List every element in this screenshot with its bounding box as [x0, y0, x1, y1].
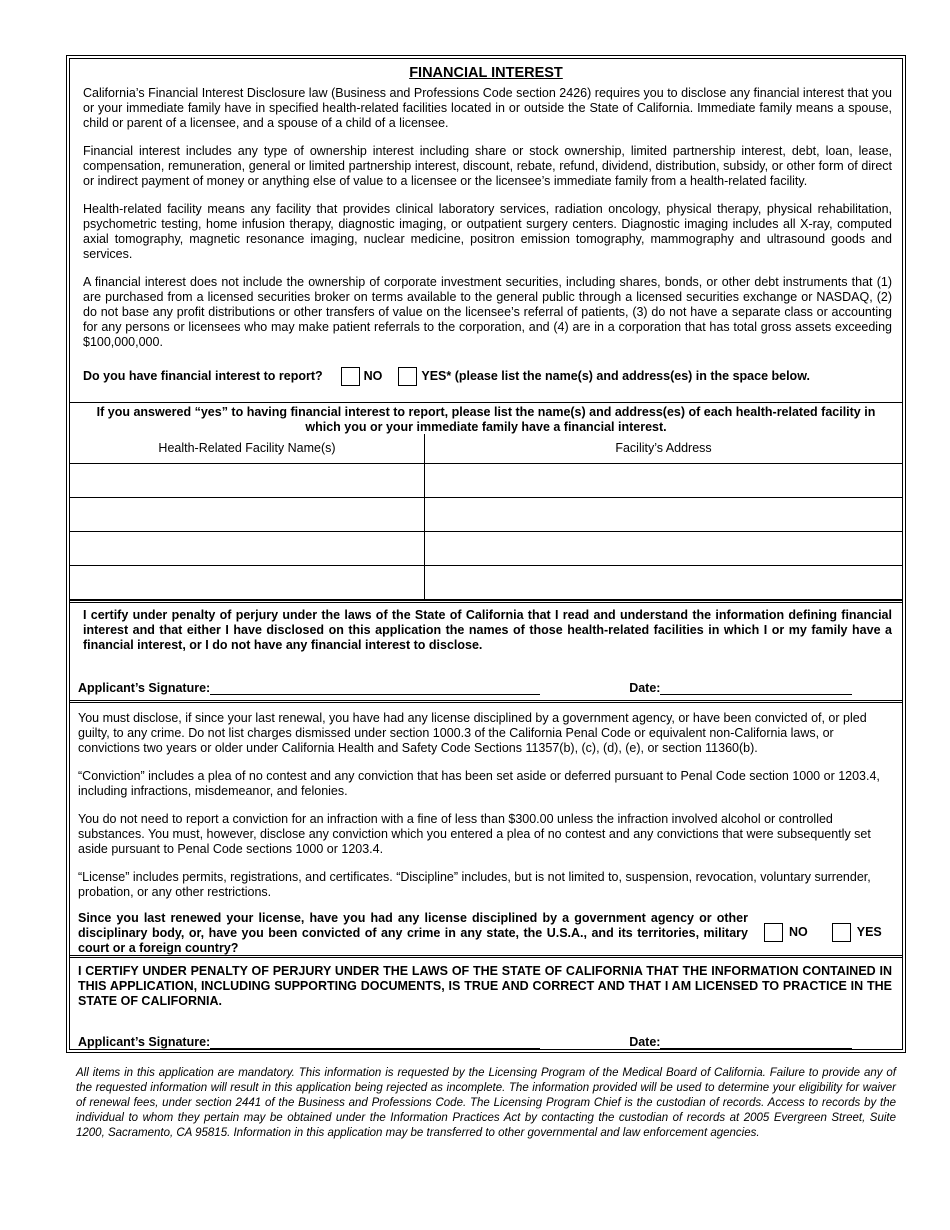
facility-name-header: Health-Related Facility Name(s) [70, 434, 425, 463]
signature-row-2 [78, 1034, 902, 1050]
question1-yes-checkbox[interactable] [398, 367, 417, 386]
question1-row [83, 364, 902, 388]
question1-yes-label: YES* (please list the name(s) and address(es) in the space below. [421, 369, 810, 383]
intro-paragraph-2: Financial interest includes any type of ownership interest including share or stock ownership, limited partnership interest, debt, loan, lease, compensation, remuneration, general or limited partnership interest, discount, rebate, refund, dividend, distribution, subsidy, or other form of direct or indirect payment of money or anything else of value to a licensee or the licensee’s immediate family from a health-related facility. [83, 144, 892, 188]
facility-address-cell[interactable] [425, 531, 903, 565]
facility-address-cell[interactable] [425, 565, 903, 599]
question2-text-block [78, 911, 748, 956]
date-line-2[interactable] [660, 1035, 852, 1049]
disclosure-paragraph-3: You do not need to report a conviction for an infraction with a fine of less than $300.00 unless the infraction involved alcohol or controlled substances. You must, however, disclose any conviction which you entered a plea of no contest and any convictions that were subsequently set aside pursuant to Penal Code sections 1000 or 1203.4. [78, 812, 871, 856]
certification-2-section [70, 955, 902, 1049]
signature-line-2[interactable] [210, 1035, 540, 1049]
table-row [70, 531, 902, 565]
disclosure-paragraph-2: “Conviction” includes a plea of no contest and any conviction that has been set aside or deferred pursuant to Penal Code section 1000 or 1203.4, including infractions, misdemeanor, and felonies. [78, 769, 880, 798]
disclosure-paragraph-1: You must disclose, if since your last renewal, you have had any license disciplined by a government agency, or have been convicted of, or pled guilty, to any crime. Do not list charges dismissed under section 1000.3 of the California Penal Code or equivalent non-California laws, or convictions two years or older under California Health and Safety Code Sections 11357(b), (c), (d), (e), or section 11360(b). [78, 711, 867, 755]
facility-name-cell[interactable] [70, 463, 425, 497]
certification-2-text: I CERTIFY UNDER PENALTY OF PERJURY UNDER THE LAWS OF THE STATE OF CALIFORNIA THAT THE INFORMATION CONTAINED IN THIS APPLICATION, INCLUDING SUPPORTING DOCUMENTS, IS TRUE AND CORRECT AND THAT I AM LICENSED TO PRACTICE IN THE STATE OF CALIFORNIA. [78, 964, 892, 1008]
certification-1-text: I certify under penalty of perjury under the laws of the State of California that I read and understand the information defining financial interest and that either I have disclosed on this application the names of those health-related facilities in which I or my family have a financial interest, or I do not have any financial interest to disclose. [83, 608, 892, 652]
list-instructions-section [70, 402, 902, 437]
question2-options [764, 921, 902, 943]
date-line-1[interactable] [660, 681, 852, 695]
facility-address-cell[interactable] [425, 463, 903, 497]
facility-address-header: Facility’s Address [425, 434, 903, 463]
facility-name-cell[interactable] [70, 531, 425, 565]
table-row [70, 463, 902, 497]
intro-paragraph-4: A financial interest does not include the ownership of corporate investment securities, including shares, bonds, or other debt instruments that (1) are purchased from a licensed securities broker on terms available to the general public through a licensed securities exchange or NASDAQ, (2) do not base any profit distributions or other transfers of value on the licensee’s referral of patients, (3) do not have a separate class or accounting for any persons or licensees who may make patient referrals to the corporation, and (4) are in a corporation that has total gross assets exceeding $100,000,000. [83, 275, 892, 349]
form-frame [66, 55, 906, 1053]
question1-label: Do you have financial interest to report? [83, 369, 323, 383]
question1-no-label: NO [363, 369, 383, 383]
signature-line-1[interactable] [210, 681, 540, 695]
intro-paragraph-3: Health-related facility means any facility that provides clinical laboratory services, radiation oncology, physical therapy, physical rehabilitation, psychometric testing, home infusion therapy, diagnostic imaging, or outpatient surgery centers. Diagnostic imaging includes all X-ray, computed axial tomography, magnetic resonance imaging, nuclear medicine, positron emission tomography, mammography and ultrasound goods and services. [83, 202, 892, 261]
privacy-notice: All items in this application are mandatory. This information is requested by the Licensing Program of the Medical Board of California. Failure to provide any of the requested information will result in this application being rejected as incomplete. The information provided will be used to determine your eligibility for waiver of renewal fees, under section 2441 of the Business and Professions Code. The Licensing Program Chief is the custodian of records. Access to records by the individual to whom they pertain may be obtained under the Information Practices Act by contacting the custodian of records at 2005 Evergreen Street, Suite 1200, Sacramento, CA 95815. Information in this application may be transferred to other governmental and law enforcement agencies. [76, 1067, 896, 1139]
list-instructions: If you answered “yes” to having financial interest to report, please list the name(s) and address(es) of each health-related facility in which you or your immediate family have a financial interest. [96, 405, 876, 434]
question1-no-checkbox[interactable] [341, 367, 360, 386]
facility-name-cell[interactable] [70, 497, 425, 531]
signature-label-1: Applicant’s Signature: [78, 681, 211, 695]
facility-name-cell[interactable] [70, 565, 425, 599]
financial-interest-section [70, 59, 902, 402]
certification-1-section [70, 600, 902, 700]
table-row [70, 565, 902, 599]
facility-table [70, 434, 902, 600]
date-label-1: Date: [629, 681, 661, 695]
page-title: FINANCIAL INTEREST [409, 65, 563, 81]
facility-address-cell[interactable] [425, 497, 903, 531]
facility-table-header [70, 434, 902, 463]
form-inner [69, 58, 903, 1050]
question2-yes-label: YES [856, 925, 882, 939]
question2-no-checkbox[interactable] [764, 923, 783, 942]
disclosure-section [70, 700, 902, 955]
table-row [70, 497, 902, 531]
signature-row-1 [78, 680, 902, 696]
intro-paragraph-1: California’s Financial Interest Disclosure law (Business and Professions Code section 2426) requires you to disclose any financial interest that you or your immediate family have in specified health-related facilities located in or outside the State of California. Immediate family means a spouse, child or parent of a licensee, and a spouse of a child of a licensee. [83, 86, 892, 130]
disclosure-paragraph-4: “License” includes permits, registrations, and certificates. “Discipline” includes, but is not limited to, suspension, revocation, voluntary surrender, probation, or any other restrictions. [78, 870, 871, 899]
signature-label-2: Applicant’s Signature: [78, 1035, 211, 1049]
date-label-2: Date: [629, 1035, 661, 1049]
question2-label: Since you last renewed your license, have you had any license disciplined by a government agency or other disciplinary body, or, have you been convicted of any crime in any state, the U.S.A., and its territories, military court or a foreign country? [78, 911, 748, 955]
question2-no-label: NO [789, 925, 808, 939]
question2-yes-checkbox[interactable] [832, 923, 851, 942]
